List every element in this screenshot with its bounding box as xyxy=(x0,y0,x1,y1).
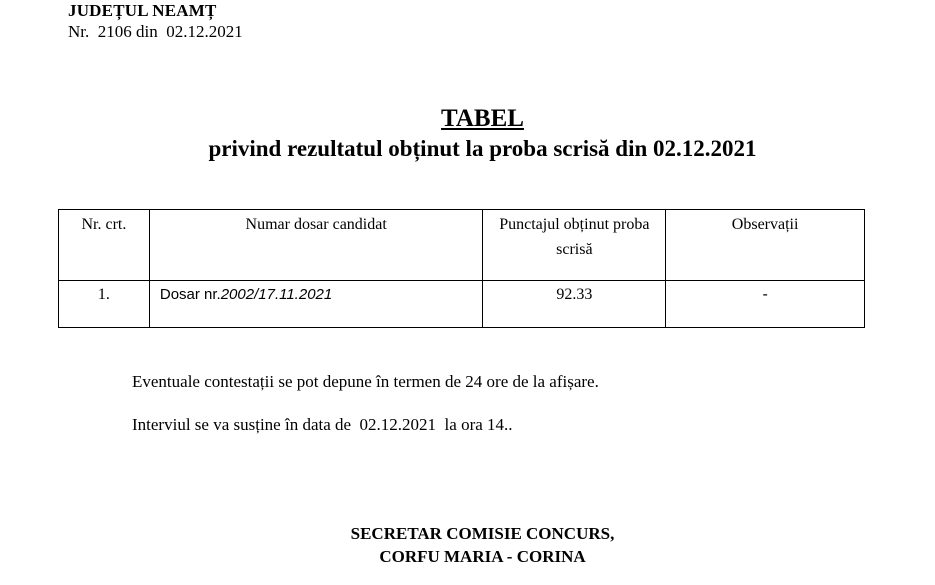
signature-role: SECRETAR COMISIE CONCURS, xyxy=(350,524,615,543)
interviu-note: Interviul se va susține în data de 02.12.2021 la ora 14.. xyxy=(132,415,513,434)
document-subtitle: privind rezultatul obținut la proba scrisă din 02.12.2021 xyxy=(208,136,757,161)
header-numar-dosar: Numar dosar candidat xyxy=(149,210,483,281)
header-punctaj: Punctajul obținut proba scrisă xyxy=(483,210,666,281)
cell-dosar xyxy=(149,281,483,328)
signature-name: CORFU MARIA - CORINA xyxy=(379,547,586,566)
dosar-number: 2002/17.11.2021 xyxy=(220,286,333,303)
cell-observatii: - xyxy=(666,281,865,328)
contestatii-note: Eventuale contestații se pot depune în termen de 24 ore de la afișare. xyxy=(132,372,599,391)
results-table xyxy=(58,209,865,328)
header-nr-crt: Nr. crt. xyxy=(59,210,150,281)
registration-number: Nr. 2106 din 02.12.2021 xyxy=(68,22,243,41)
county-name: JUDEȚUL NEAMȚ xyxy=(68,1,217,20)
table-row xyxy=(59,281,865,328)
header-observatii: Observații xyxy=(666,210,865,281)
dosar-prefix: Dosar nr. xyxy=(159,286,221,303)
cell-punctaj: 92.33 xyxy=(483,281,666,328)
table-header-row xyxy=(59,210,865,281)
document-title: TABEL xyxy=(441,105,524,132)
cell-nr: 1. xyxy=(59,281,150,328)
